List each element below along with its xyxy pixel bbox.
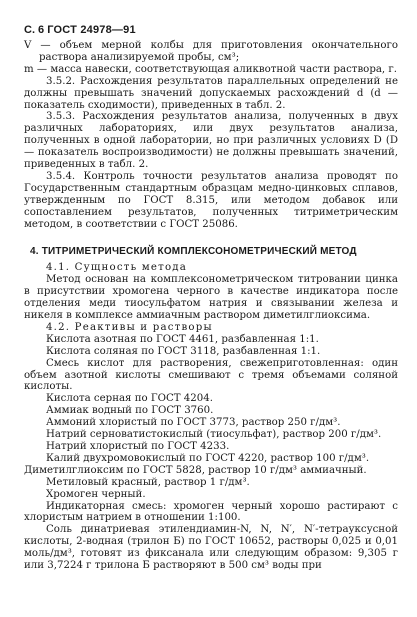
paragraph: Индикаторная смесь: хромоген черный хорошо растирают с хлористым натрием в отношении 1:100.: [24, 500, 398, 524]
subsection-heading: 4.2. Реактивы и растворы: [46, 321, 213, 333]
page-header: [24, 23, 136, 37]
paragraph: Соль динатриевая этилендиамин-N, N, N′, N′-тетрауксусной кислоты, 2-водная (трилон Б) по ГОСТ 10652, растворы 0,025 и 0,01 моль/дм³, готовят из фиксанала или следующим образом: 9,305 г или 3,7224 г трилона Б растворяют в 500 см³ воды при: [24, 524, 398, 572]
page-number: С. 6: [24, 24, 45, 36]
document-body: [24, 40, 398, 572]
definition-line: m — масса навески, соответствующая аликвотной части раствора, г.: [24, 63, 397, 75]
definition-line: V — объем мерной колбы для приготовления окончательного раствора анализируемой пробы, см³;: [24, 40, 398, 63]
list-item: Аммоний хлористый по ГОСТ 3773, раствор 250 г/дм³.: [46, 417, 341, 429]
list-item: Калий двухромовокислый по ГОСТ 4220, раствор 100 г/дм³.: [46, 452, 370, 464]
paragraph: 3.5.2. Расхождения результатов параллельных определений не должны превышать значений допускаемых расхождений d (d — показатель сходимости), приведенных в табл. 2.: [24, 75, 398, 111]
list-item: Кислота соляная по ГОСТ 3118, разбавленная 1:1.: [46, 345, 321, 357]
section-heading: 4. ТИТРИМЕТРИЧЕСКИЙ КОМПЛЕКСОНОМЕТРИЧЕСКИЙ МЕТОД: [30, 245, 357, 257]
standard-number: ГОСТ 24978—91: [47, 24, 136, 36]
subsection-heading: 4.1. Сущность метода: [46, 262, 188, 274]
list-item: Хромоген черный.: [46, 488, 146, 500]
list-item: Кислота азотная по ГОСТ 4461, разбавленная 1:1.: [46, 333, 319, 345]
list-item: Натрий хлористый по ГОСТ 4233.: [46, 441, 230, 452]
paragraph: 3.5.4. Контроль точности результатов анализа проводят по Государственным стандартным образцам медно-цинковых сплавов, утвержденным по ГОСТ 8.315, или методом добавок или сопоставлением результатов, полученных титриметрическим методом, в соответствии с ГОСТ 25086.: [24, 170, 398, 230]
paragraph: Диметилглиоксим по ГОСТ 5828, раствор 10 г/дм³ аммиачный.: [24, 464, 367, 476]
paragraph: Метод основан на комплексонометрическом титровании цинка в присутствии хромогена черного в качестве индикатора после отделения меди тиосульфатом натрия и связывании железа и никеля в комплексе аммиачным раствором диметилглиоксима.: [24, 274, 398, 322]
list-item: Аммиак водный по ГОСТ 3760.: [46, 405, 214, 417]
list-item: Натрий серноватистокислый (тиосульфат), раствор 200 г/дм³.: [46, 429, 382, 441]
paragraph: Смесь кислот для растворения, свежеприготовленная: один объем азотной кислоты смешивают с тремя объемами соляной кислоты.: [24, 357, 398, 393]
list-item: Метиловый красный, раствор 1 г/дм³.: [46, 476, 250, 488]
paragraph: 3.5.3. Расхождения результатов анализа, полученных в двух различных лабораториях, или двух результатов анализа, полученных в одной лаборатории, но при различных условиях D (D — показатель воспроизводимости) не должны превышать значений, приведенных в табл. 2.: [24, 111, 398, 171]
list-item: Кислота серная по ГОСТ 4204.: [46, 393, 213, 405]
